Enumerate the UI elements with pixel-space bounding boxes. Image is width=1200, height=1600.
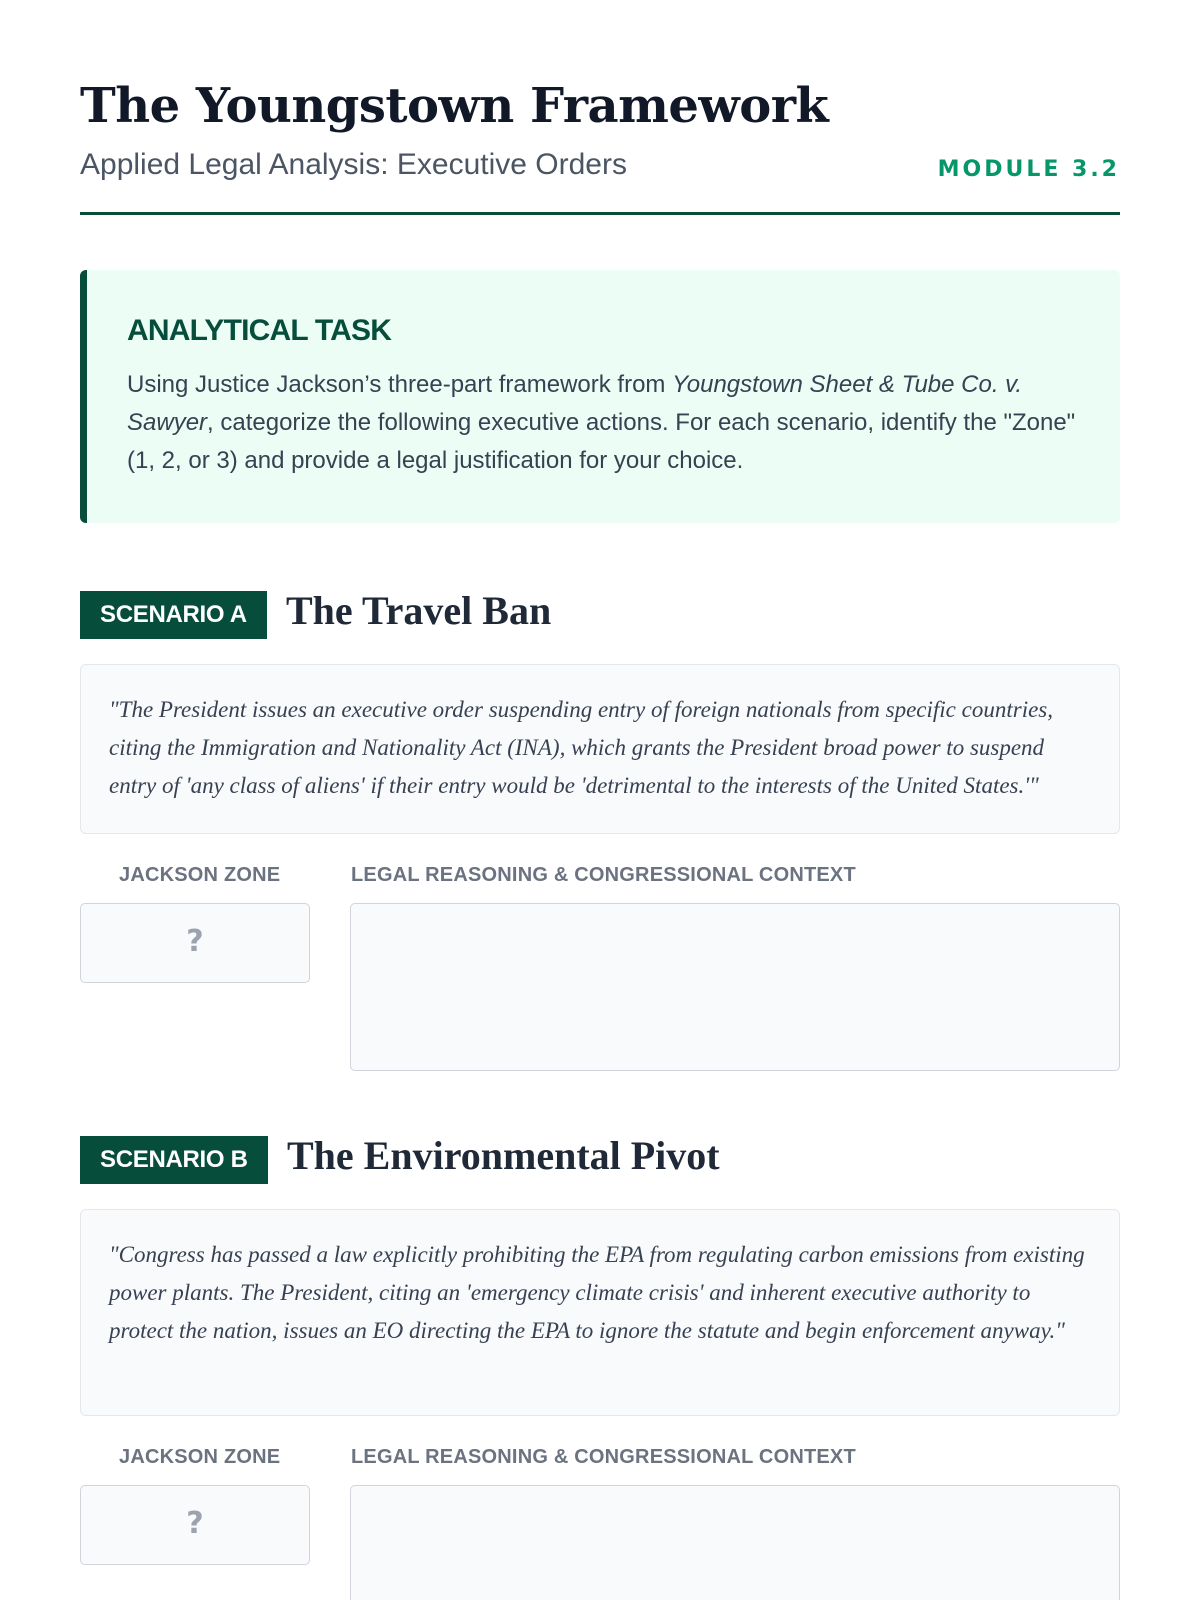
scenario-header bbox=[80, 588, 1120, 639]
scenario-b bbox=[80, 1133, 1120, 1541]
legal-reasoning-textarea[interactable] bbox=[350, 1485, 1120, 1600]
legal-reasoning-textarea[interactable] bbox=[350, 903, 1120, 1071]
task-text-after: , categorize the following executive actions. For each scenario, identify the "Zone" (1, 2, or 3) and provide a legal justification for your choice. bbox=[127, 409, 1076, 474]
analytical-task-box bbox=[80, 270, 1120, 523]
scenario-quote: "The President issues an executive order suspending entry of foreign nationals from specific countries, citing the Immigration and Nationality Act (INA), which grants the President broad power to suspend entry of 'any class of aliens' if their entry would be 'detrimental to the interests of the United States.'" bbox=[80, 664, 1120, 834]
jackson-zone-label: JACKSON ZONE bbox=[119, 1446, 281, 1468]
page-header bbox=[80, 0, 1120, 218]
worksheet bbox=[80, 0, 1120, 1541]
scenario-badge: SCENARIO B bbox=[80, 1136, 268, 1184]
scenario-badge: SCENARIO A bbox=[80, 591, 267, 639]
jackson-zone-input[interactable]: ? bbox=[80, 903, 310, 983]
module-label: MODULE 3.2 bbox=[937, 157, 1120, 182]
legal-reasoning-label: LEGAL REASONING & CONGRESSIONAL CONTEXT bbox=[351, 864, 856, 886]
case-name: Youngstown Sheet & Tube Co. v. Sawyer bbox=[127, 371, 1023, 436]
legal-reasoning-label: LEGAL REASONING & CONGRESSIONAL CONTEXT bbox=[351, 1446, 856, 1468]
page-subtitle: Applied Legal Analysis: Executive Orders bbox=[80, 148, 627, 181]
task-heading: ANALYTICAL TASK bbox=[127, 314, 392, 347]
scenario-title: The Environmental Pivot bbox=[287, 1133, 720, 1178]
task-instructions bbox=[127, 366, 1080, 480]
jackson-zone-label: JACKSON ZONE bbox=[119, 864, 281, 886]
jackson-zone-input[interactable]: ? bbox=[80, 1485, 310, 1565]
scenario-title: The Travel Ban bbox=[286, 588, 552, 633]
header-divider bbox=[80, 212, 1120, 215]
task-text-before: Using Justice Jackson’s three-part framework from bbox=[127, 371, 673, 398]
scenario-header bbox=[80, 1133, 1120, 1184]
scenario-a bbox=[80, 588, 1120, 959]
scenario-quote: "Congress has passed a law explicitly prohibiting the EPA from regulating carbon emissions from existing power plants. The President, citing an 'emergency climate crisis' and inherent executive authority to protect the nation, issues an EO directing the EPA to ignore the statute and begin enforcement anyway." bbox=[80, 1209, 1120, 1416]
page-title: The Youngstown Framework bbox=[80, 78, 829, 134]
